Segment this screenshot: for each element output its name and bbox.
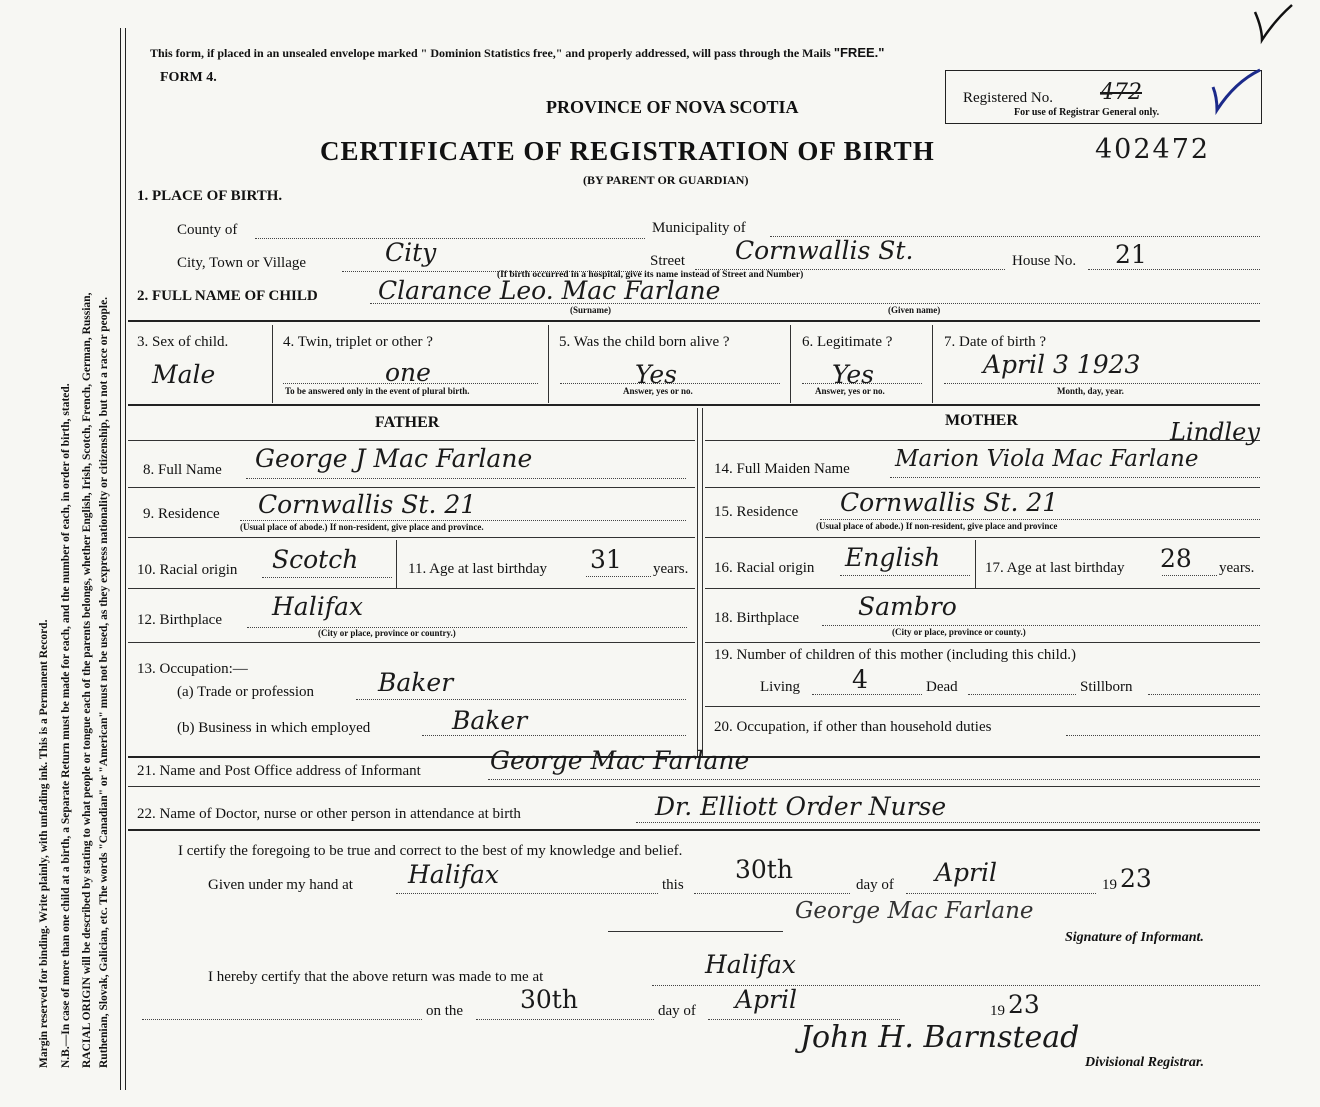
father-race-line <box>262 577 392 578</box>
doctor-label: 22. Name of Doctor, nurse or other person in attendance at birth <box>137 806 521 822</box>
father-birthplace-line <box>247 627 687 628</box>
mother-children-rule <box>705 706 1260 707</box>
mother-residence-line <box>820 519 1260 520</box>
parents-column-divider-2 <box>702 408 703 756</box>
father-residence-value: Cornwallis St. 21 <box>258 490 477 519</box>
father-business-line <box>422 735 686 736</box>
mother-age-label: 17. Age at last birthday <box>985 560 1125 576</box>
divider-after-name <box>128 320 1260 322</box>
mother-residence-rule <box>705 537 1260 538</box>
father-birthplace-note: (City or place, province or country.) <box>318 628 456 638</box>
child-name-value: Clarance Leo. Mac Farlane <box>378 276 721 305</box>
mother-stillborn-line <box>1148 694 1260 695</box>
informant-signature-label: Signature of Informant. <box>1065 930 1204 945</box>
mother-age-line <box>1162 575 1217 576</box>
father-residence-note: (Usual place of abode.) If non-resident, give place and province. <box>240 522 484 532</box>
legitimate-label: 6. Legitimate ? <box>802 334 893 350</box>
father-birthplace-value: Halifax <box>272 592 363 621</box>
father-residence-rule <box>128 537 695 538</box>
parents-column-divider <box>697 408 698 756</box>
twin-note: To be answered only in the event of plural birth. <box>285 386 470 396</box>
mother-race-label: 16. Racial origin <box>714 560 815 576</box>
dob-value: April 3 1923 <box>983 350 1141 379</box>
registrar-signature: John H. Barnstead <box>800 1020 1080 1055</box>
twin-label: 4. Twin, triplet or other ? <box>283 334 433 350</box>
place-of-birth-heading: 1. PLACE OF BIRTH. <box>137 188 283 204</box>
informant-line <box>488 779 1260 780</box>
father-business-value: Baker <box>452 706 528 735</box>
certificate-title: CERTIFICATE OF REGISTRATION OF BIRTH <box>320 136 935 166</box>
margin-divider-inner <box>125 28 126 1090</box>
father-age-value: 31 <box>590 545 622 574</box>
mother-name-label: 14. Full Maiden Name <box>714 461 850 477</box>
divider-alive-legit <box>790 325 791 403</box>
informant-signature-line <box>608 931 783 932</box>
registrar-day-line <box>476 1019 654 1020</box>
born-alive-note: Answer, yes or no. <box>623 386 693 396</box>
hospital-note: (If birth occurred in a hospital, give its name instead of Street and Number) <box>497 270 804 280</box>
informant-value: George Mac Farlane <box>490 746 750 775</box>
mother-birthplace-rule <box>705 642 1260 643</box>
mother-dead-line <box>968 694 1076 695</box>
mother-years-label: years. <box>1219 560 1255 576</box>
given-month-line <box>906 893 1096 894</box>
divider-legit-dob <box>932 325 933 403</box>
corner-check-mark-icon <box>1250 0 1300 45</box>
mother-dead-label: Dead <box>926 679 958 695</box>
dob-label: 7. Date of birth ? <box>944 334 1047 350</box>
given-day-line <box>694 893 850 894</box>
mother-occupation-label: 20. Occupation, if other than household duties <box>714 719 992 735</box>
form-number: FORM 4. <box>160 70 217 85</box>
certify-statement: I certify the foregoing to be true and correct to the best of my knowledge and belief. <box>178 843 683 859</box>
born-alive-label: 5. Was the child born alive ? <box>559 334 730 350</box>
legitimate-note: Answer, yes or no. <box>815 386 885 396</box>
registrar-month-value: April <box>735 985 797 1014</box>
father-birthplace-rule <box>128 642 695 643</box>
sex-label: 3. Sex of child. <box>137 334 229 350</box>
father-trade-label: (a) Trade or profession <box>177 684 315 700</box>
mother-race-rule <box>705 588 1260 589</box>
given-day-value: 30th <box>735 855 793 884</box>
municipality-label: Municipality of <box>652 220 746 236</box>
mother-living-value: 4 <box>852 665 868 694</box>
father-race-rule <box>128 588 695 589</box>
mother-name-correction: Lindley <box>1170 418 1260 446</box>
father-name-label: 8. Full Name <box>143 462 222 478</box>
postal-notice-free: "FREE." <box>833 45 885 60</box>
registrar-year-prefix: 19 <box>990 1003 1005 1019</box>
county-line <box>255 238 645 239</box>
father-trade-line <box>356 699 686 700</box>
divider-twin-alive <box>548 325 549 403</box>
twin-value: one <box>385 358 431 387</box>
certificate-number: 402472 <box>1095 134 1211 165</box>
registrar-signature-label: Divisional Registrar. <box>1085 1055 1205 1070</box>
mother-name-line <box>890 477 1260 478</box>
house-number-value: 21 <box>1115 240 1147 269</box>
mother-birthplace-line <box>822 625 1260 626</box>
registrar-year-value: 23 <box>1008 990 1040 1019</box>
divider-after-informant <box>128 786 1260 787</box>
father-heading: FATHER <box>375 414 440 431</box>
father-name-line <box>246 478 686 479</box>
mother-children-label: 19. Number of children of this mother (including this child.) <box>714 647 1077 663</box>
registered-number-note: For use of Registrar General only. <box>1014 107 1160 118</box>
divider-after-doctor <box>128 829 1260 831</box>
mother-living-label: Living <box>760 679 800 695</box>
city-value: City <box>385 238 437 267</box>
doctor-value: Dr. Elliott Order Nurse <box>655 792 947 821</box>
doctor-line <box>636 822 1260 823</box>
county-label: County of <box>177 222 238 238</box>
child-name-label: 2. FULL NAME OF CHILD <box>137 288 318 304</box>
father-race-age-divider <box>396 540 397 588</box>
margin-note-multiple-births: N.B.—In case of more than one child at a birth, a Separate Return must be made for each, and the number of each, in order of birth, stated. <box>60 383 72 1068</box>
father-age-line <box>586 576 651 577</box>
father-trade-value: Baker <box>378 668 454 697</box>
father-name-value: George J Mac Farlane <box>255 444 533 473</box>
given-at-value: Halifax <box>408 860 499 889</box>
certificate-subtitle: (BY PARENT OR GUARDIAN) <box>583 173 749 187</box>
father-age-label: 11. Age at last birthday <box>408 561 547 577</box>
dob-line <box>944 383 1260 384</box>
house-number-label: House No. <box>1012 253 1077 269</box>
mother-name-value: Marion Viola Mac Farlane <box>895 446 1199 472</box>
mother-birthplace-value: Sambro <box>858 592 957 621</box>
mother-stillborn-label: Stillborn <box>1080 679 1133 695</box>
father-race-value: Scotch <box>272 545 359 574</box>
mother-residence-note: (Usual place of abode.) If non-resident, give place and province <box>816 521 1058 531</box>
registrar-dayof-label: day of <box>658 1003 696 1019</box>
given-at-label: Given under my hand at <box>208 877 353 893</box>
born-alive-value: Yes <box>635 360 677 389</box>
father-heading-rule <box>128 440 695 441</box>
mother-residence-label: 15. Residence <box>714 504 799 520</box>
margin-note-binding: Margin reserved for binding. Write plainly, with unfading ink. This is a Permanent Record. <box>38 619 50 1068</box>
mother-race-age-divider <box>975 540 976 588</box>
informant-label: 21. Name and Post Office address of Informant <box>137 763 421 779</box>
father-occupation-label: 13. Occupation:— <box>137 661 248 677</box>
father-name-rule <box>128 487 695 488</box>
legitimate-value: Yes <box>832 360 874 389</box>
mother-birthplace-label: 18. Birthplace <box>714 610 799 626</box>
informant-signature: George Mac Farlane <box>795 898 1034 924</box>
postal-notice: This form, if placed in an unsealed envelope marked " Dominion Statistics free," and properly addressed, will pass through the Mails "FREE." <box>150 45 885 60</box>
house-number-line <box>1088 269 1260 270</box>
mother-occupation-line <box>1066 735 1260 736</box>
given-name-note: (Given name) <box>888 305 941 315</box>
given-dayof-label: day of <box>856 877 894 893</box>
given-month-value: April <box>935 858 997 887</box>
dob-note: Month, day, year. <box>1057 386 1124 396</box>
registrar-statement: I hereby certify that the above return was made to me at <box>208 969 544 985</box>
given-year-prefix: 19 <box>1102 877 1117 893</box>
margin-note-racial-origin-cont: Ruthenian, Slovak, Galician, etc. The words "Canadian" or "American" must not be used, as they express nationality or citizenship, but not a race or people. <box>98 296 110 1068</box>
divider-after-row3 <box>128 404 1260 406</box>
sex-value: Male <box>152 360 216 389</box>
mother-birthplace-note: (City or place, province or county.) <box>892 627 1026 637</box>
given-this-label: this <box>662 877 684 893</box>
province-heading: PROVINCE OF NOVA SCOTIA <box>546 97 799 117</box>
given-at-line <box>396 893 658 894</box>
father-birthplace-label: 12. Birthplace <box>137 612 222 628</box>
registrar-onthe-lead-line <box>142 1019 422 1020</box>
registrar-place-value: Halifax <box>705 950 796 979</box>
mother-age-value: 28 <box>1160 544 1192 573</box>
mother-residence-value: Cornwallis St. 21 <box>840 488 1059 517</box>
registrar-day-value: 30th <box>520 985 578 1014</box>
registered-number-value: 472 <box>1100 80 1142 105</box>
margin-divider <box>120 28 121 1090</box>
mother-heading: MOTHER <box>945 412 1018 429</box>
city-label: City, Town or Village <box>177 255 307 271</box>
mother-race-line <box>840 575 970 576</box>
street-label: Street <box>650 253 685 269</box>
surname-note: (Surname) <box>570 305 611 315</box>
registered-number-label: Registered No. <box>963 90 1053 106</box>
mother-race-value: English <box>845 543 941 572</box>
given-year-value: 23 <box>1120 864 1152 893</box>
father-race-label: 10. Racial origin <box>137 562 238 578</box>
mother-living-line <box>812 694 922 695</box>
father-business-label: (b) Business in which employed <box>177 720 371 736</box>
street-value: Cornwallis St. <box>735 236 914 265</box>
margin-note-racial-origin: RACIAL ORIGIN will be described by stating to what people or tongue each of the parents belongs, whether English, Irish, Scotch, French, German, Russian, <box>81 292 93 1068</box>
father-years-label: years. <box>653 561 689 577</box>
check-mark-icon <box>1205 62 1265 117</box>
registrar-onthe-label: on the <box>426 1003 464 1019</box>
divider-sex-twin <box>272 325 273 403</box>
father-residence-label: 9. Residence <box>143 506 220 522</box>
father-residence-line <box>240 520 686 521</box>
